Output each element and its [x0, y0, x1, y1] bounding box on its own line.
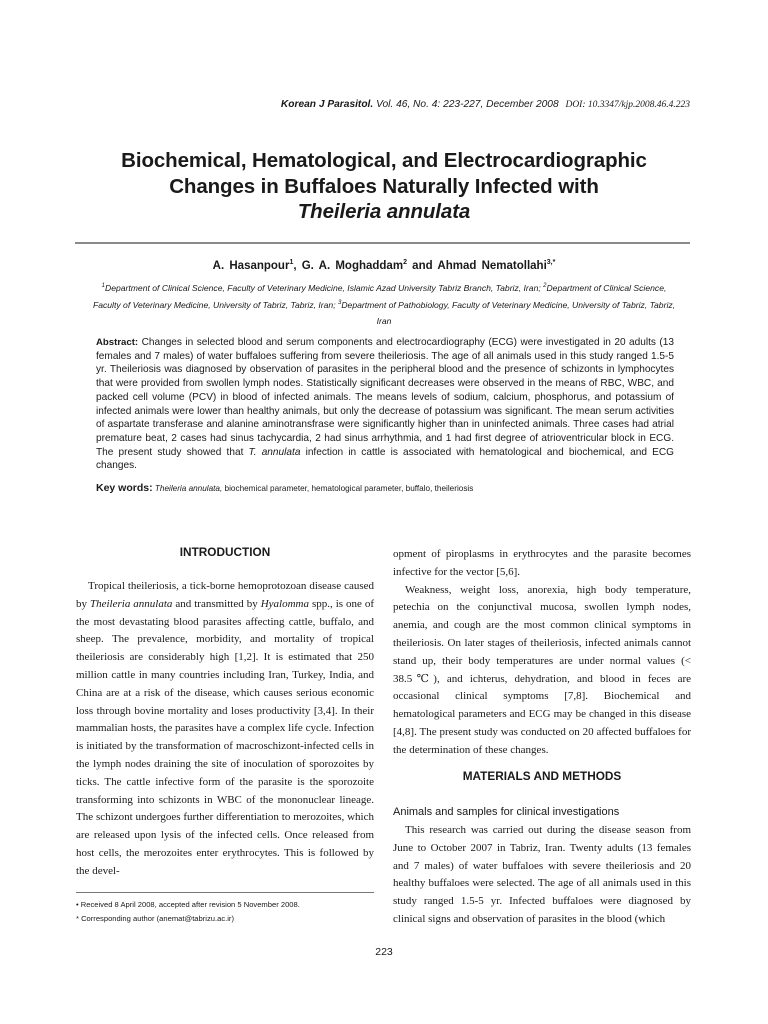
- methods-body: [393, 822, 691, 929]
- affiliation-1: Department of Clinical Science, Faculty of Veterinary Medicine, Islamic Azad University Tabriz Branch, Tabriz, Iran;: [104, 282, 541, 293]
- intro-p1-text-b: and transmitted by: [175, 597, 258, 610]
- materials-methods-heading: MATERIALS AND METHODS: [462, 769, 622, 783]
- intro-p1-text-c: spp., is one of the most devastating blood parasites affecting cattle, buffalo, and sheep. The prevalence, morbidity, and mortality of tropical theileriosis are considerably high [1,2]. It is estimated that 250 million cattle in many countries including Iran, Turkey, India, and China are at a risk of the disease, which causes serious economic loss through bovine mortality and loses productivity [3,4]. In their mammalian hosts, the parasites have a complex life cycle. Infection is initiated by the transformation of macroschizont-infected cells in the lymph nodes draining the site of inoculation of sporozoites by ticks. The cattle infective form of the parasite is the sporozoite transforming into schizonts in WBC of the mononuclear lineage. The schizont undergoes further differentiation to merozoites, which are released upon lysis of the infected cells. Once released from host cells, the merozoites enter erythrocytes. This is followed by the devel-: [76, 597, 375, 877]
- methods-paragraph-1: This research was carried out during the disease season from June to October 2007 in Tabriz, Iran. Twenty adults (13 females and 7 males) of water buffaloes with severe theileriosis and 20 healthy buffaloes were selected. The age of all animals used in this study ranged 1.5-5 yr. Infected buffaloes were diagnosed by clinical signs and observation of parasites in the blood (which: [393, 824, 691, 925]
- author-3-affiliation-mark: 3,*: [546, 259, 556, 266]
- animals-subheading: Animals and samples for clinical investigations: [393, 806, 620, 818]
- title-species: Theileria annulata: [297, 200, 471, 223]
- keywords-label: Key words:: [96, 482, 153, 494]
- keyword-species: Theileria annulata,: [154, 484, 223, 493]
- introduction-paragraph-1: [76, 578, 374, 881]
- affiliation-1-mark: 1: [101, 283, 105, 289]
- author-1: A. Hasanpour: [212, 259, 290, 272]
- page-number: 223: [375, 946, 393, 958]
- introduction-paragraph-2: Weakness, weight loss, anorexia, high body temperature, petechia on the conjunctival mucosa, swollen lymph nodes, anemia, and cough are the most common clinical symptoms in theileriosis. On later stages of theileriosis, infected animals cannot stand up, their body temperatures are under normal values (< 38.5℃), and ichterus, dehydration, and blood in feces are occasional clinical symptoms [7,8]. Biochemical and hematological parameters and ECG may be changed in this disease [4,8]. The present study was conducted on 20 affected buffaloes for the determination of these changes.: [393, 583, 691, 756]
- affiliation-3: Department of Pathobiology, Faculty of Veterinary Medicine, University of Tabriz, Tabriz, Iran: [341, 300, 676, 326]
- intro-p1-text-a: Tropical theileriosis, a tick-borne hemoprotozoan disease caused by: [76, 580, 374, 610]
- abstract-text-end: infection in cattle is associated with hematological and biochemical, and ECG changes.: [96, 446, 674, 472]
- author-3: Ahmad Nematollahi: [437, 259, 547, 272]
- journal-name: Korean J Parasitol.: [280, 99, 374, 110]
- author-1-affiliation-mark: 1: [289, 259, 294, 266]
- affiliation-2: Department of Clinical Science, Faculty of Veterinary Medicine, University of Tabriz, Tabriz, Iran;: [92, 282, 667, 311]
- journal-volume-info: Vol. 46, No. 4: 223-227, December 2008: [376, 99, 559, 110]
- introduction-heading: INTRODUCTION: [179, 545, 271, 559]
- affiliation-3-mark: 3: [337, 300, 342, 307]
- affiliation-2-mark: 2: [543, 283, 547, 289]
- right-column: [393, 546, 691, 760]
- affiliations: [88, 279, 680, 329]
- title-line-1: Biochemical, Hematological, and Electrocardiographic: [121, 149, 647, 172]
- title-line-2: Changes in Buffaloes Naturally Infected with: [169, 174, 599, 198]
- received-note: • Received 8 April 2008, accepted after revision 5 November 2008.: [76, 900, 300, 909]
- author-2-affiliation-mark: 2: [403, 259, 407, 266]
- intro-p1-species: Theileria annulata: [89, 597, 173, 610]
- author-conjunction: and: [412, 259, 433, 272]
- left-column: [76, 578, 374, 881]
- abstract-species: T. annulata: [248, 446, 301, 458]
- abstract-label: Abstract:: [96, 337, 139, 348]
- keywords-list: biochemical parameter, hematological parameter, buffalo, theileriosis: [224, 484, 474, 493]
- paper-title: [60, 148, 708, 225]
- abstract: [96, 336, 674, 473]
- keywords: [96, 482, 696, 494]
- abstract-text: Changes in selected blood and serum components and electrocardiography (ECG) were investigated in 20 adults (13 females and 7 males) of water buffaloes suffering from severe theileriosis. The age of all animals used in this study ranged 1.5-5 yr. Theileriosis was diagnosed by observation of parasites in the peripheral blood and the presence of schizonts in lymphocytes that were provided from swollen lymph nodes. Statistically significant decreases were observed in the means of RBC, WBC, and packed cell volume (PCV) in blood of infected animals. The means levels of sodium, calcium, phosphorus, and potassium of infected animals were lower than healthy animals, but only the decrease of potassium was significant. The mean serum activities of aspartate transferase and alanine aminotransfrase were significantly higher than in uninfected animals. Three cases had atrial premature beat, 2 cases had sinus tachycardia, 2 had sinus arrhythmia, and 1 had first degree of atrioventricular block in ECG. The present study showed that: [96, 337, 674, 458]
- author-2: G. A. Moghaddam: [301, 259, 404, 272]
- corresponding-author-note: * Corresponding author (anemat@tabrizu.ac.ir): [76, 914, 234, 923]
- footnotes: [76, 898, 376, 926]
- introduction-paragraph-1-continued: opment of piroplasms in erythrocytes and the parasite becomes infective for the vector [5,6].: [393, 548, 691, 578]
- doi: DOI: 10.3347/kjp.2008.46.4.223: [565, 100, 690, 110]
- journal-header: [60, 99, 690, 110]
- footnote-divider: [76, 892, 374, 893]
- title-divider: [75, 242, 690, 244]
- intro-p1-genus: Hyalomma: [260, 597, 309, 610]
- author-list: A. Hasanpour$^1$, G. A. Moghaddam$^2$ and Ahmad Nematollahi$^{3,*}$: [212, 259, 556, 272]
